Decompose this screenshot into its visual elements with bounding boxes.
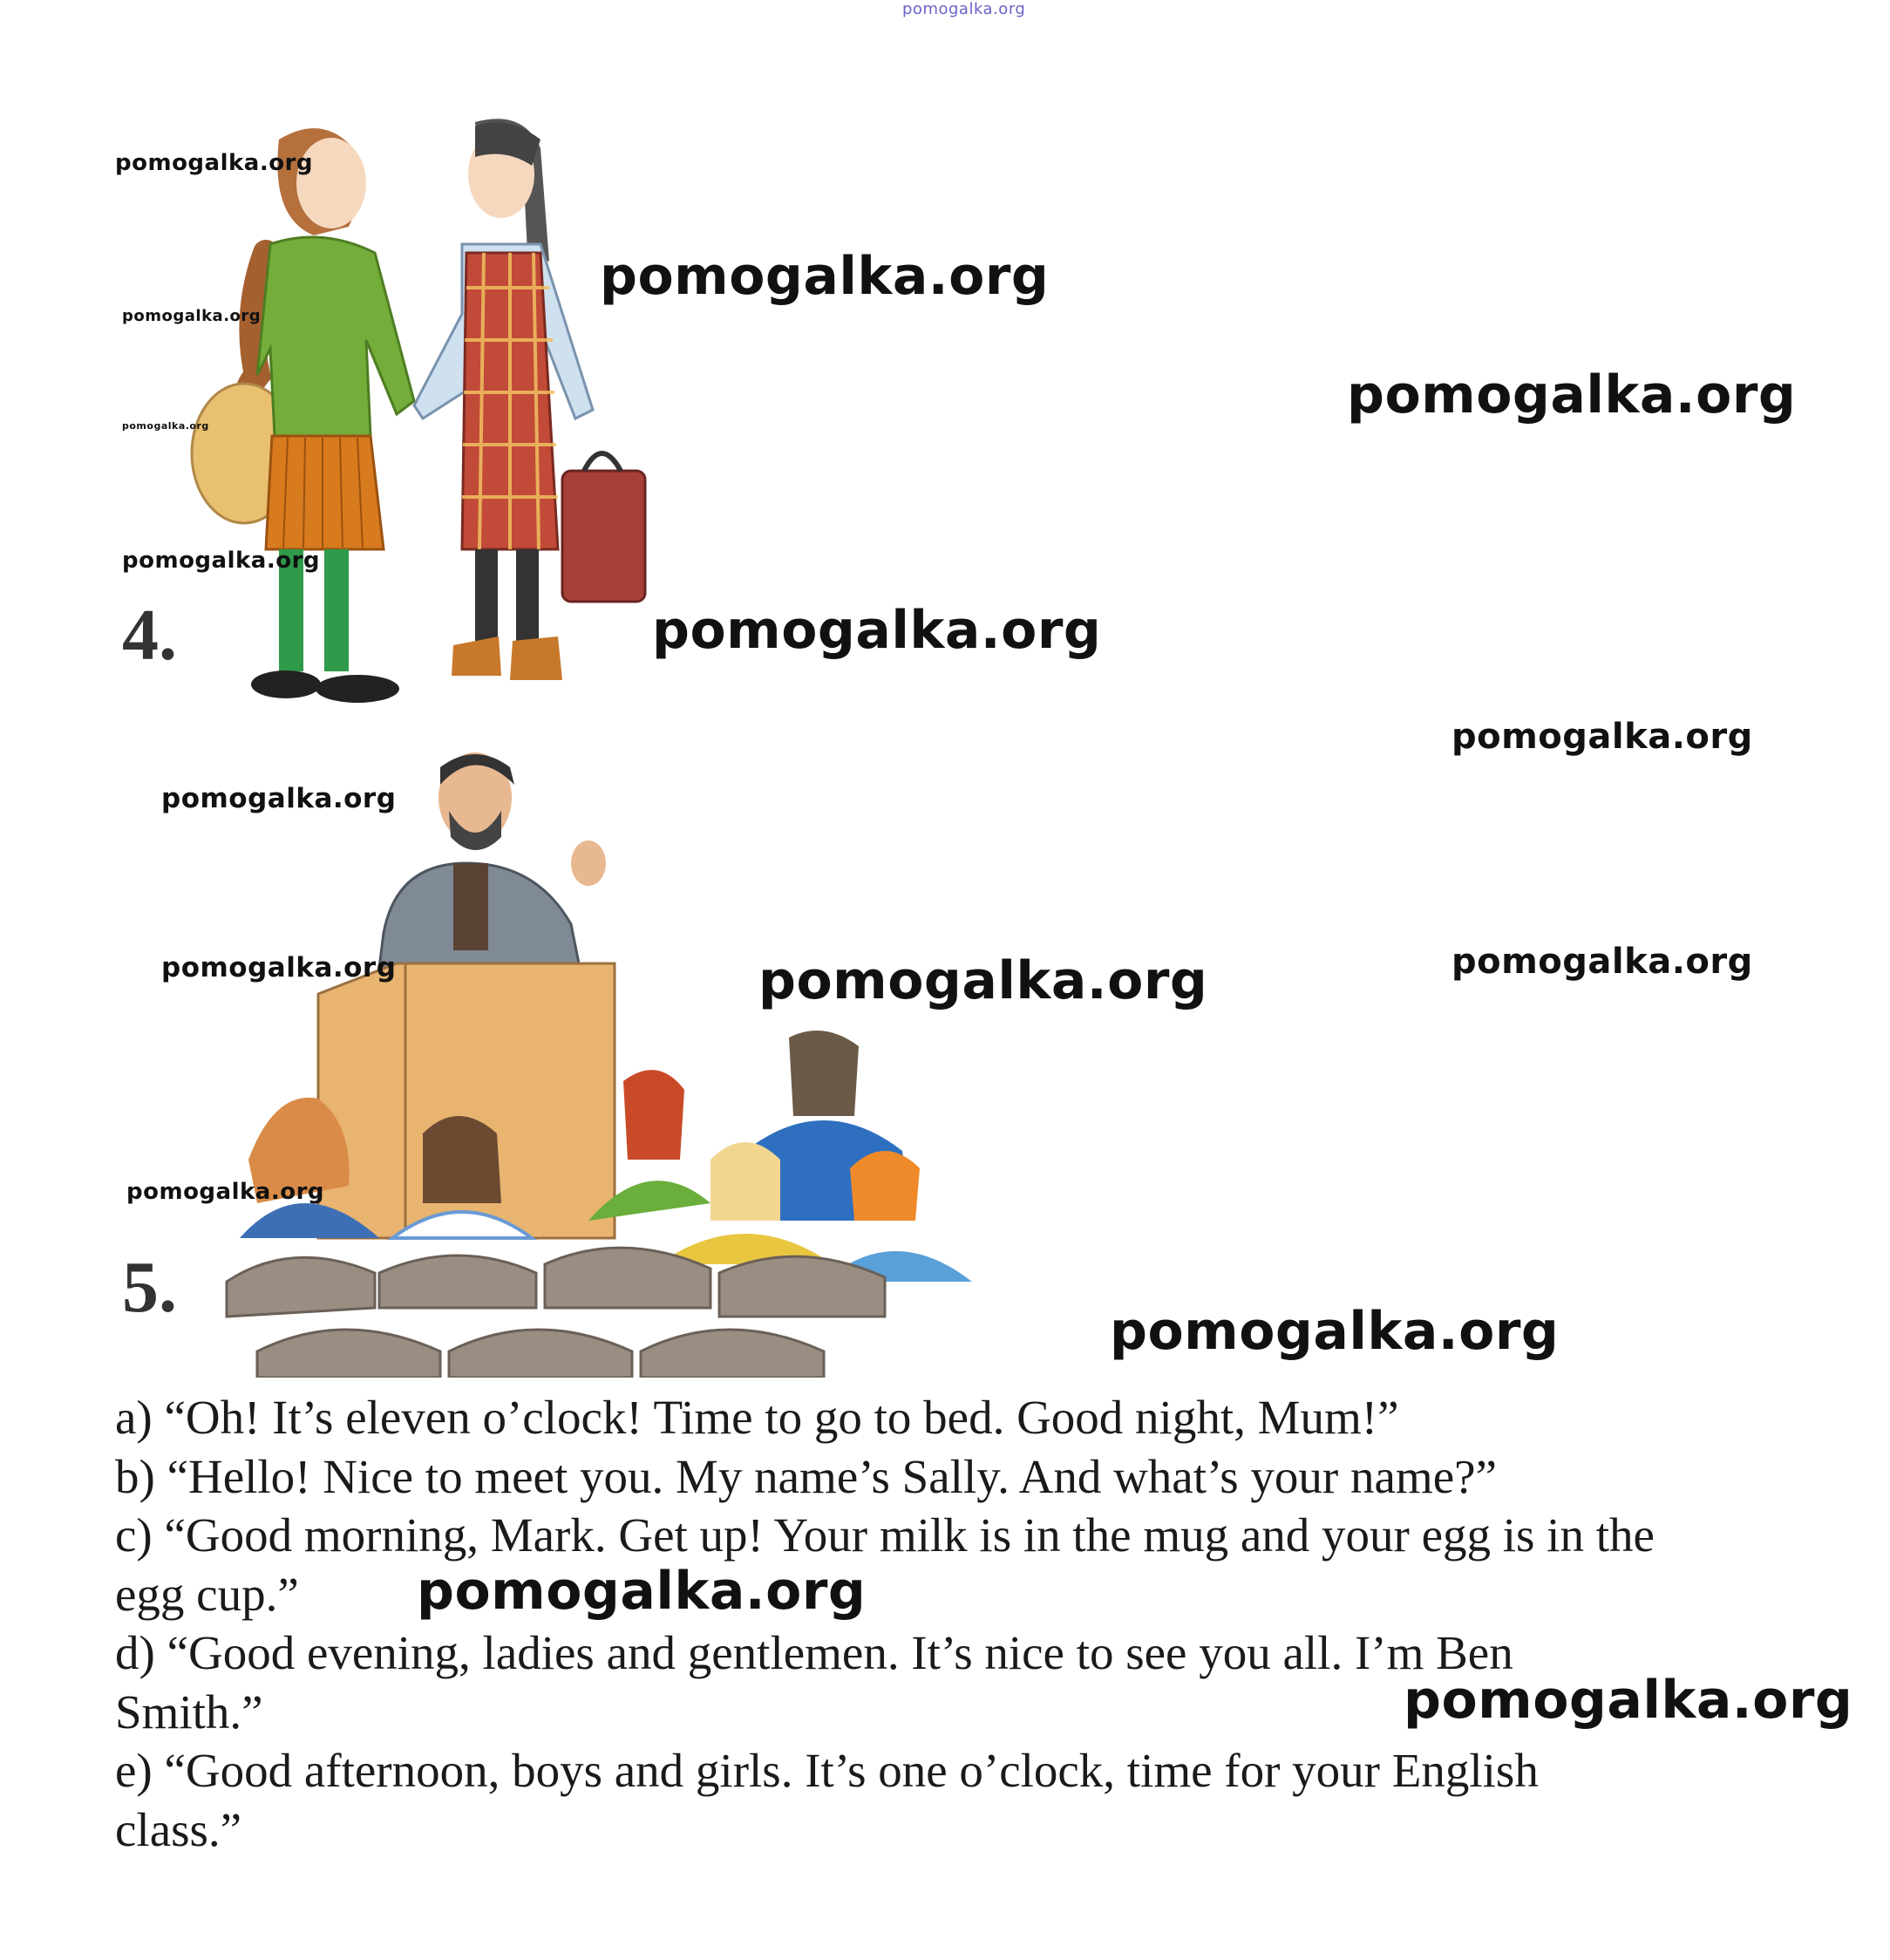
watermark: pomogalka.org (652, 600, 1102, 661)
statement-b (115, 1447, 1824, 1507)
statement-c (115, 1506, 1824, 1623)
statement-line: a) “Oh! It’s eleven o’clock! Time to go to bed. Good night, Mum!” (115, 1391, 1399, 1444)
statement-line: Smith.” (115, 1684, 263, 1739)
watermark: pomogalka.org (122, 548, 321, 574)
statement-line: class.” (115, 1802, 242, 1856)
watermark: pomogalka.org (417, 1561, 867, 1622)
statements-list (115, 1388, 1824, 1859)
watermark: pomogalka.org (122, 420, 209, 432)
girl-left-figure (192, 128, 414, 703)
statement-line: c) “Good morning, Mark. Get up! Your milk is in the mug and your egg is in the (115, 1508, 1655, 1562)
watermark: pomogalka.org (1110, 1301, 1560, 1362)
statement-line: e) “Good afternoon, boys and girls. It’s one o’clock, time for your English (115, 1744, 1539, 1797)
watermark: pomogalka.org (1451, 717, 1753, 757)
statement-line: b) “Hello! Nice to meet you. My name’s Sally. And what’s your name?” (115, 1449, 1497, 1503)
statement-line: d) “Good evening, ladies and gentlemen. It’s nice to see you all. I’m Ben (115, 1626, 1513, 1679)
audience-seats (227, 1248, 885, 1378)
watermark: pomogalka.org (115, 150, 314, 176)
speaker-figure (379, 752, 606, 968)
watermark: pomogalka.org (161, 783, 397, 814)
exercise-number-4: 4. (122, 595, 177, 676)
watermark-top: pomogalka.org (902, 0, 1026, 18)
statement-line: egg cup.” (115, 1567, 299, 1621)
statement-e (115, 1741, 1824, 1859)
watermark: pomogalka.org (758, 950, 1208, 1011)
watermark: pomogalka.org (1451, 942, 1753, 982)
statement-a (115, 1388, 1824, 1447)
girl-right-figure (414, 119, 645, 680)
watermark: pomogalka.org (161, 952, 397, 983)
watermark: pomogalka.org (126, 1179, 325, 1205)
exercise-number-5: 5. (122, 1247, 177, 1328)
watermark: pomogalka.org (1347, 364, 1797, 425)
watermark: pomogalka.org (1404, 1670, 1853, 1731)
illustration-girls-greeting (174, 113, 663, 724)
watermark: pomogalka.org (600, 246, 1050, 307)
illustration-lecture-audience (222, 750, 1007, 1378)
watermark: pomogalka.org (122, 307, 262, 325)
